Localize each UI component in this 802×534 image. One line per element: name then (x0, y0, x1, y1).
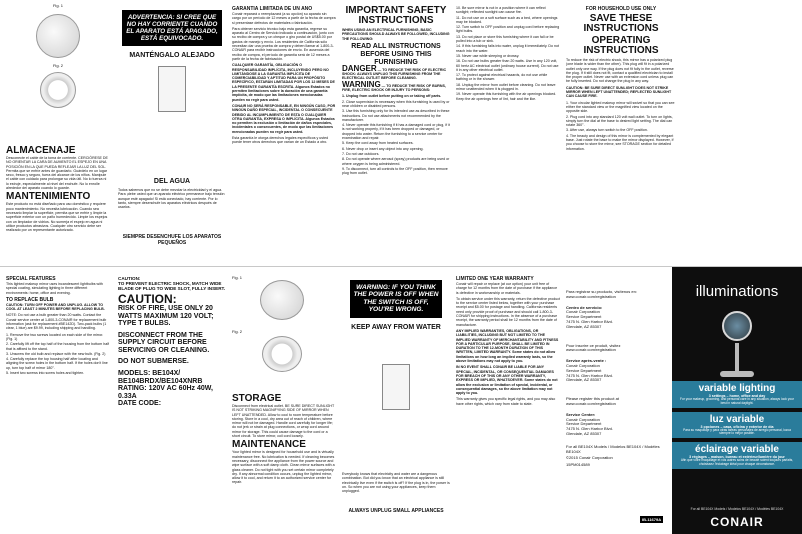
spanish-warning-box: ADVERTENCIA: SI CREE QUE NO HAY CORRIENTE CUANDO EL APARATO ESTÁ APAGADO, ESTÁ EQUIVOCADO. (122, 10, 222, 46)
register-en: Please register this product at www.conair.com/registration (566, 396, 619, 406)
storage-title: STORAGE (232, 393, 282, 404)
replace-step: 4. Carefully replace the top housing half after locating and aligning the screw holes in the bottom half. If the holes don't line up, turn top half of mirror 180°. (6, 357, 108, 370)
warning-box: WARNING: IF YOU THINK THE POWER IS OFF WHEN THE SWITCH IS OFF, YOU'RE WRONG. (350, 280, 442, 318)
centro-line: Service Department (566, 314, 602, 320)
mirror-figure-2 (40, 72, 76, 108)
service-column (566, 290, 668, 534)
storage-column (232, 276, 336, 532)
almacenaje-title: ALMACENAJE (6, 145, 76, 156)
caution-big: CAUTION: (118, 292, 177, 306)
garantia-text-3: CUALQUIER GARANTÍA, OBLIGACIÓN O RESPONSABILIDAD IMPLÍCITA, INCLUYENDO PERO NO LIMITÁNDOSE A LA GARANTÍA IMPLÍCITA DE COMERCIABILIDAD Y APTITUD PARA UN PROPÓSITO ESPECÍFICO, ESTARÁN LIMITADAS POR LOS 12 MESES DE LA PRESENTE GARANTÍA ESCRITA. Algunos Estados no permiten limitaciones sobre la duración de una garantía implícita, de modo que las limitaciones mencionadas pueden no regir para usted. (232, 63, 335, 102)
safety-item: 19. Never operate this furnishing with the air openings blocked. Keep the air openings free of lint, hair and the like. (456, 92, 557, 101)
warning-text: — TO REDUCE THE RISK OF BURNS, FIRE, ELECTRIC SHOCK OR INJURY TO PERSONS: (342, 83, 446, 93)
safety-title: IMPORTANT SAFETY INSTRUCTIONS (345, 6, 447, 26)
service-en-title: Service Center: (566, 411, 596, 417)
service-fr-line: Glendale, AZ 85307 (566, 377, 602, 383)
garantia-text-5: Esta garantía le otorga derechos legales específicos y usted puede tener otros derechos que varían de un Estado a otro. (232, 136, 329, 145)
caution-risk: RISK OF FIRE, USE ONLY 20 WATTS MAXIMUM 120 VOLT; TYPE T BULBS. (118, 305, 214, 327)
centro-line: Glendale, AZ 85307 (566, 323, 602, 329)
conair-logo: CONAIR (710, 515, 764, 529)
mirror-figure-4 (262, 336, 302, 372)
spanish-unplug-column (118, 4, 226, 262)
caution-sun: CAUTION: BE SURE DIRECT SUNLIGHT DOES NOT STRIKE MIRROR WHEN LEFT UNATTENDED; REFLECTED SUNLIGHT CAN CAUSE FIRE. (566, 85, 672, 99)
safety-item: 12. Turn switch to OFF position and unplug cord before replacing light bulbs. (456, 25, 560, 34)
safety-item: 16. Do not use bulbs greater than 20 watts. Use in any 120 volt, 60 hertz AC electrical outlet (ordinary house current). Do not use it in any other electrical outlet. (456, 59, 559, 72)
fig1-label: Fig. 1 (52, 4, 63, 8)
safety-item: 3. Use this furnishing only for its intended use as described in these instructions. Do not use attachments not recommended by the manufacturer. (342, 109, 450, 122)
danger-label: DANGER (342, 63, 377, 73)
operating-column (566, 6, 676, 262)
brand-title: illuminations (695, 283, 779, 300)
warranty-text-3: ANY IMPLIED WARRANTIES, OBLIGATIONS, OR LIABILITIES, INCLUDING BUT NOT LIMITED TO THE IMPLIED WARRANTY OF MERCHANTABILITY AND FITNESS FOR A PARTICULAR PURPOSE, SHALL BE LIMITED IN DURATION TO THE 12-MONTH DURATION OF THIS WRITTEN, LIMITED WARRANTY. Some states do not allow limitations on how long an implied warranty lasts, so the above limitations may not apply to you. (456, 328, 559, 364)
replace-step: 5. Insert two screws into screw holes and tighten. (6, 371, 85, 376)
models-bar: For all BE104X Models / Modelos BE104X / Modèles BE104X (690, 507, 784, 511)
service-fr-title: Service après-vente : (566, 358, 607, 364)
centro-title: Centro de servicio: (566, 304, 603, 310)
date-code: DATE CODE: (118, 400, 162, 407)
safety-subtitle: WHEN USING AN ELECTRICAL FURNISHING, BASIC PRECAUTIONS SHOULD ALWAYS BE FOLLOWED, INCLUDING THE FOLLOWING: (342, 28, 450, 41)
del-agua-title: DEL AGUA (153, 178, 191, 185)
operating-text: To reduce the risk of electric shock, this mirror has a polarized plug (one blade is wider than the other). This plug will fit in a polarized outlet only one way. If the plug does not fit fully in the outlet, reverse the plug. If it still does not fit, contact a qualified electrician to install the proper outlet. Never use with an extension cord unless plug can be fully inserted. Do not change the plug in any way. (566, 58, 674, 84)
part-number: 15PM014589 (566, 462, 590, 468)
mantenimiento-text: Este producto no está diseñado para uso doméstico y requiere poco mantenimiento. No necesita lubricación. Cuando sea necesario limpiar la superficie, permita que se enfríe y limpie la superficie exterior con un paño humedecido. Limpie los espejos con un limpiador de vidrios. No sumerja el espejo en agua ni utilice productos abrasivos. Cualquier otro servicio debe ser realizado por un representante autorizado. (6, 202, 108, 233)
service-fr-line: 7475 N. Glen Harbor Blvd. (566, 372, 613, 378)
always-unplug: ALWAYS UNPLUG SMALL APPLIANCES (348, 508, 444, 514)
fig2-label-b: Fig. 2 (232, 329, 243, 334)
safety-column (342, 6, 450, 262)
safety-item: 15. Never use while sleeping or drowsy. (456, 53, 520, 58)
replace-steps (6, 333, 110, 376)
cover-panel (672, 267, 802, 534)
band-fr (672, 442, 802, 469)
service-fr-line: Service Department (566, 367, 602, 373)
service-en-line: 7475 N. Glen Harbor Blvd. (566, 426, 613, 432)
warranty-text-2: To obtain service under this warranty, return the defective product to the service center listed below, together with your purchase receipt and $5.00 for postage and handling. California residents need only provide proof of purchase and should call 1-800-3-CONAIR for shipping instructions. In the absence of a purchase receipt, the warranty period shall be 12 months from the date of manufacture. (456, 296, 560, 327)
replace-caution: CAUTION: TURN OFF POWER AND UNPLUG. ALLOW TO COOL AT LEAST 2 MINUTES BEFORE REPLACING BULB. (6, 302, 105, 312)
product-es-desc: Para su maquillaje y para otras tareas personales de arreglo personal, luzca siempre lo mejor posible. (683, 427, 791, 436)
operating-steps (566, 101, 676, 151)
mirror-photo (722, 311, 752, 341)
warranty-text-4: IN NO EVENT SHALL CONAIR BE LIABLE FOR ANY SPECIAL, INCIDENTAL, OR CONSEQUENTIAL DAMAGES FOR BREACH OF THIS OR ANY OTHER WARRANTY, EXPRESS OR IMPLIED, WHATSOEVER. Some states do not allow the exclusion or limitation of special, incidental, or consequential damages, so the above limitation may not apply to you. (456, 365, 558, 396)
caution-top: TO PREVENT ELECTRIC SHOCK, MATCH WIDE BLADE OF PLUG TO WIDE SLOT, FULLY INSERT. (118, 281, 226, 291)
warning-label: WARNING (342, 79, 381, 89)
safety-column-2 (456, 6, 560, 262)
special-features-column (6, 276, 110, 532)
replace-note: NOTE: Do not use a bulb greater than 20 watts. Contact the Conair service center at 1-800-3-CONAIR for replacement bulb information (ask for replacement #BE142D). Two-pack bulbs (1 clear, 1 blue) are $9.99, including shipping and handling. (6, 313, 107, 331)
product-en-desc: For your makeup, grooming, and personal care in any situation, always look your best in natural daylight. (680, 397, 794, 405)
almacenaje-text: Desconecte el cable de la toma de corriente. CERCIÓRESE DE NO ORIENTAR LA CARA DE AUMENTO EL ESPEJO EN UNA POSICIÓN EN LA QUE PUEDA REFLEJAR LA LUZ DEL SOL. Permita que se enfríe antes de guardarlo. Guárdelo en un lugar seco, fresco y seguro, fuera del alcance de los niños. Manipule el cable con cuidado para prolongar su vida útil. No lo tuerza ni lo estruje, especialmente al nivel del enchufe. No lo enrolle alrededor del aparato cuando lo guarde. (6, 156, 108, 191)
service-en-line: Glendale, AZ 85307 (566, 430, 602, 436)
operating-step: 2. Plug cord into any standard 120 volt wall outlet. To turn on lights, simply turn the dial at the base to desired light setting. The dial can rotate 360°. (566, 114, 673, 128)
band-es (672, 412, 802, 439)
safety-item: 10. Be sure mirror is not in a position where it can reflect sunlight; reflected sunlight can cause fire. (456, 6, 546, 15)
product-en-title: variable lighting (698, 383, 776, 394)
replace-step: 2. Carefully lift off the top half of the housing from the bottom half that is affixed to the stand. (6, 342, 110, 351)
caution-column (118, 276, 226, 532)
models-text: MODELS: BE104X/ BE104BRDX/BE104XNRB (118, 370, 203, 385)
warranty-text-5: This warranty gives you specific legal rights, and you may also have other rights, which vary from state to state. (456, 397, 556, 406)
maintenance-text: Your lighted mirror is designed for household use and is virtually maintenance free. No lubrication is needed. If cleaning becomes necessary, disconnect the appliance from the power source and wipe surface with a soft damp cloth. Clean mirror surfaces with a glass cleaner. Do not tight with you set certain mirror completely dry. If any abnormal condition occurs, unplug the lighted mirror, allow it to cool, and return it to an authorized service center for repair. (232, 450, 335, 485)
safety-item: 4. Never operate this furnishing if it has a damaged cord or plug, if it is not working properly, if it has been dropped or damaged, or dropped into water. Return the furnishing to a service center for examination and repair. (342, 123, 450, 141)
caution-label: CAUTION: (118, 276, 141, 281)
product-es-sub: 3 opciones – casa, oficina y exterior de día (700, 424, 774, 429)
band-en (672, 381, 802, 408)
danger-text: — TO REDUCE THE RISK OF ELECTRIC SHOCK: ALWAYS UNPLUG THIS FURNISHING FROM THE ELECTRICAL OUTLET BEFORE CLEANING. (342, 67, 447, 81)
garantia-text-1: Conair reparará o reemplazará (a su opción) su aparato sin cargo por un período de 12 meses a partir de la fecha de compra si presentase defectos de materiales o fabricación. (232, 12, 336, 25)
replace-step: 1. Remove the two screws located on each side of the mirror. (Fig. 1) (6, 332, 104, 341)
outlet-illustration (382, 364, 410, 410)
register-es: Para registrar su producto, visítenos en: www.conair.com/registration (566, 290, 637, 299)
safety-item: 2. Close supervision is necessary when this furnishing is used by or near children or disabled persons. (342, 99, 450, 108)
operating-step: 4. The beauty and design of this mirror is complemented by elegant base. Just rotate the base to make the mirror displayed. However, if you choose to store the mirror, see STORAGE section for detailed information. (566, 133, 674, 151)
product-fr-sub: 3 réglages – maison, bureau et extérieur/lumière du jour (689, 455, 785, 460)
register-fr: Pour inscrire ce produit, visitez www.conair.com/registration (566, 342, 621, 353)
siempre-title: SIEMPRE DESENCHUFE LOS APARATOS PEQUEÑOS (122, 234, 222, 246)
disconnect-text: DISCONNECT FROM THE SUPPLY CIRCUIT BEFORE SERVICING OR CLEANING. (118, 331, 210, 354)
unplug-caption: Everybody knows that electricity and water are a dangerous combination. But did you know that an electrical appliance is still electrically live even if the switch is off? If the plug is in, the power is on. So when you are not using your appliances, keep them unplugged. (342, 472, 450, 494)
special-title: SPECIAL FEATURES (6, 276, 56, 282)
garantia-text-4: CONAIR NO SERÁ RESPONSABLE, EN NINGÚN CASO, POR NINGÚN DAÑO ESPECIAL, INCIDENTAL O CONSECUENTE DEBIDO AL INCUMPLIMIENTO DE ESTA O CUALQUIER OTRA GARANTÍA, EXPRESA O IMPLÍCITA. Algunos Estados no permiten la exclusión o limitación de daños especiales, incidentales o consecuentes, de modo que las limitaciones mencionadas pueden no regir para usted. (232, 103, 336, 134)
fig2-label: Fig. 2 (52, 63, 63, 68)
mantenimiento-title: MANTENIMIENTO (6, 191, 91, 203)
safety-item: 7. Do not use outdoors. (342, 151, 380, 156)
copyright: ©2015 Conair Corporation (566, 455, 613, 461)
spanish-warranty-column (232, 6, 336, 262)
outlet-illustration-es (158, 66, 186, 112)
read-all-title: READ ALL INSTRUCTIONS BEFORE USING THIS FURNISHING (351, 42, 441, 66)
product-es-title: luz variable (709, 413, 765, 425)
service-en-line: Conair Corporation (566, 416, 600, 422)
garantia-title: GARANTÍA LIMITADA DE UN AÑO (232, 6, 313, 12)
save-title: SAVE THESE INSTRUCTIONS (583, 13, 659, 34)
safety-item: 14. If this furnishing falls into water, unplug it immediately. Do not reach into the water. (456, 44, 560, 53)
mirror-figure-3 (260, 280, 304, 320)
safety-item: 13. Do not place or store this furnishing where it can fall or be pulled into a tub or sink. (456, 34, 554, 44)
mirror-stand (735, 343, 739, 373)
mirror-figure-1 (36, 14, 80, 58)
keep-away-title-es: MANTÉNGALO ALEJADO (129, 52, 215, 59)
safety-item: 1. Unplug from outlet before putting on or taking off parts. (342, 94, 442, 99)
centro-line: Conair Corporation (566, 309, 600, 315)
product-fr-title: éclairage variable (695, 444, 779, 456)
centro-line: 7475 N. Glen Harbor Blvd. (566, 318, 613, 324)
operating-title: OPERATING INSTRUCTIONS (583, 35, 659, 56)
special-text: This lighted makeup mirror uses incandescent lightbulbs with special coating, simulating lighting in three different environments: home, office and evening. (6, 282, 103, 295)
safety-item: 11. Do not use on a soft surface such as a bed, where openings may be blocked. (456, 15, 558, 24)
safety-item: 18. Unplug the mirror from outlet before cleaning. Do not leave mirror unattended when it is plugged in. (456, 82, 556, 92)
warranty-text-1: Conair will repair or replace (at our option) your unit free of charge for 12 months from the date of purchase if the appliance is defective in workmanship or materials. (456, 282, 558, 295)
safety-list-1 (342, 94, 450, 175)
models-note: For all BE104X Models / Modelos BE104X / Modèles BE104X (566, 443, 660, 454)
product-en-sub: 3 settings – home, office and day (708, 394, 766, 398)
household-title: FOR HOUSEHOLD USE ONLY (585, 6, 657, 12)
fig1-label-b: Fig. 1 (232, 276, 243, 280)
service-en-line: Service Department (566, 421, 602, 427)
safety-item: 8. Do not operate where aerosol (spray) products are being used or where oxygen is being administered. (342, 157, 450, 166)
replace-step: 3. Unscrew the old bulb and replace with the new bulb. (Fig. 2) (6, 351, 106, 356)
warranty-title: LIMITED ONE YEAR WARRANTY (456, 276, 534, 282)
no-submerse: DO NOT SUBMERSE. (118, 358, 189, 365)
storage-text: Disconnect from electrical outlet. BE SURE DIRECT SUNLIGHT IS NOT STRIKING MAGNIFYING SIDE OF MIRROR WHEN LEFT UNATTENDED. Allow to cool to room temperature before storing. Store in a cool, dry area out of reach of children, where mirror will not be damaged. Handle cord carefully for longer life; do not jerk or strain at plug connections, or wrap cord around mirror for storage. This could cause damage to the cord or a short circuit. To store mirror, coil cord loosely. (232, 404, 335, 439)
garantia-text-2: Para obtener servicio técnico bajo esta garantía, regrese su aparato al Centro de Servicio indicado a continuación, junto con su recibo de compra y un cheque o giro postal de US$5.00 por gastos de manejo y envío. Los residentes de California sólo necesitan dar una prueba de compra y deben llamar al 1-800-3-CONAIR para recibir instrucciones de envío. En ausencia del recibo de compra, el período de garantía será de 12 meses a partir de la fecha de fabricación. (232, 26, 334, 61)
safety-item: 9. To disconnect, turn all controls to the OFF position, then remove plug from outlet. (342, 166, 448, 176)
service-fr-line: Conair Corporation (566, 362, 600, 368)
replace-title: TO REPLACE BULB (6, 296, 54, 303)
safety-item: 17. To protect against electrical hazards, do not use while bathing or in the shower. (456, 73, 548, 82)
operating-step: 1. Your circular lighted makeup mirror will swivel so that you can see either the standard view or the magnified view located on the opposite side. (566, 100, 675, 114)
maintenance-title: MAINTENANCE (232, 439, 306, 451)
mirror-base (720, 371, 754, 377)
operating-step: 3. After use, always turn switch to the OFF position. (566, 128, 648, 133)
unplug-column (342, 276, 450, 532)
keep-water-title: KEEP AWAY FROM WATER (351, 323, 441, 331)
ib-badge: IB-11679A (642, 517, 662, 522)
warranty-column (456, 276, 560, 532)
safety-list-2 (456, 6, 560, 101)
unplug-caption-es: Todos sabemos que no se debe mezclar la electricidad y el agua. Para ¡debe usted que un aparato eléctrico permanece bajo tensión aunque esté apagado! Si está conectado, hay corriente. Por lo tanto, siempre desenchufe los aparatos eléctricos después de usarlos. (118, 188, 225, 210)
product-fr-desc: Afin que votre maquillage et vos autres soins de beauté soient toujours parfaits, choisissez l'éclairage idéal pour chaque circonstance. (680, 458, 794, 466)
rating-text: RATING: 120V AC 60Hz 40W, 0.33A (118, 385, 213, 400)
safety-item: 5. Keep the cord away from heated surfaces. (342, 141, 414, 146)
spanish-storage-column (6, 4, 110, 262)
safety-item: 6. Never drop or insert any object into any opening. (342, 146, 424, 151)
